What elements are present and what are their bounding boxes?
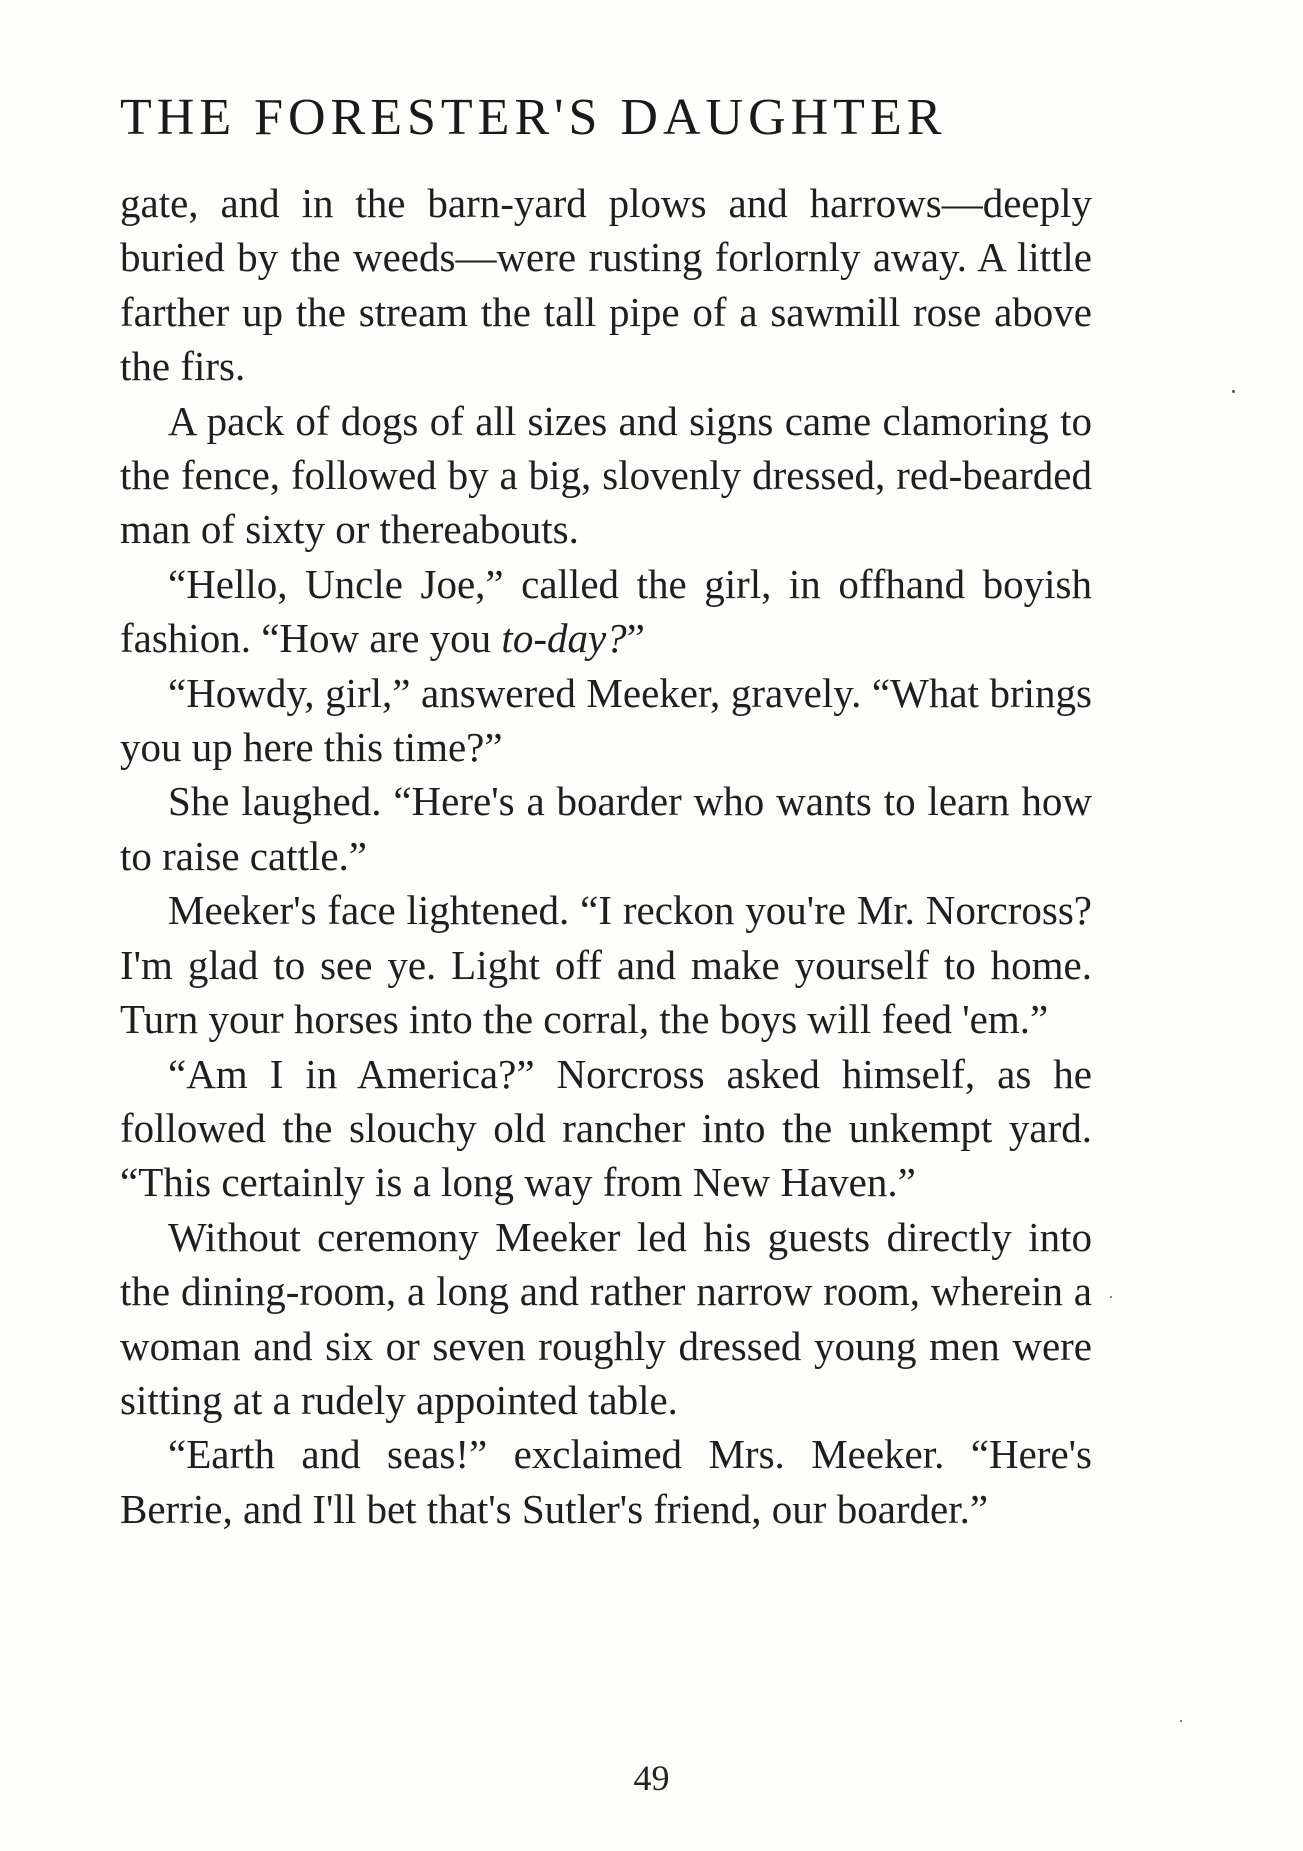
closing-quote: ” <box>626 615 645 662</box>
paragraph <box>120 557 1092 666</box>
paper-speck <box>1180 1720 1182 1722</box>
paragraph: gate, and in the barn-yard plows and harrows—deeply buried by the weeds—were rusting forlornly away. A little farther up the stream the tall pipe of a sawmill rose above the firs. <box>120 180 1092 390</box>
paragraph: She laughed. “Here's a boarder who wants to learn how to raise cattle.” <box>120 778 1092 879</box>
paragraph: “Howdy, girl,” answered Meeker, gravely. “What brings you up here this time?” <box>120 669 1092 771</box>
italic-phrase: to-day? <box>501 615 627 662</box>
paragraph-text: “Hello, Uncle Joe,” called the girl, in offhand boyish fashion. “How are you <box>120 560 1092 662</box>
paper-speck <box>1232 390 1235 393</box>
running-head: THE FORESTER'S DAUGHTER <box>120 89 947 146</box>
paper-speck <box>1110 1296 1112 1298</box>
body-text <box>120 176 1092 1536</box>
paragraph: Without ceremony Meeker led his guests directly into the dining-room, a long and rather narrow room, wherein a woman and six or seven roughly dressed young men were sitting at a rudely appointed table. <box>120 1213 1092 1423</box>
paragraph: Meeker's face lightened. “I reckon you're Mr. Norcross? I'm glad to see ye. Light off and make yourself to home. Turn your horses into the corral, the boys will feed 'em.” <box>120 887 1092 1043</box>
page-number: 49 <box>633 1758 670 1798</box>
paragraph: “Am I in America?” Norcross asked himself, as he followed the slouchy old rancher into the unkempt yard. “This certainly is a long way from New Haven.” <box>120 1050 1092 1206</box>
paragraph: “Earth and seas!” exclaimed Mrs. Meeker. “Here's Berrie, and I'll bet that's Sutler's friend, our boarder.” <box>120 1431 1092 1532</box>
paragraph: A pack of dogs of all sizes and signs came clamoring to the fence, followed by a big, slovenly dressed, red-bearded man of sixty or thereabouts. <box>120 397 1092 553</box>
